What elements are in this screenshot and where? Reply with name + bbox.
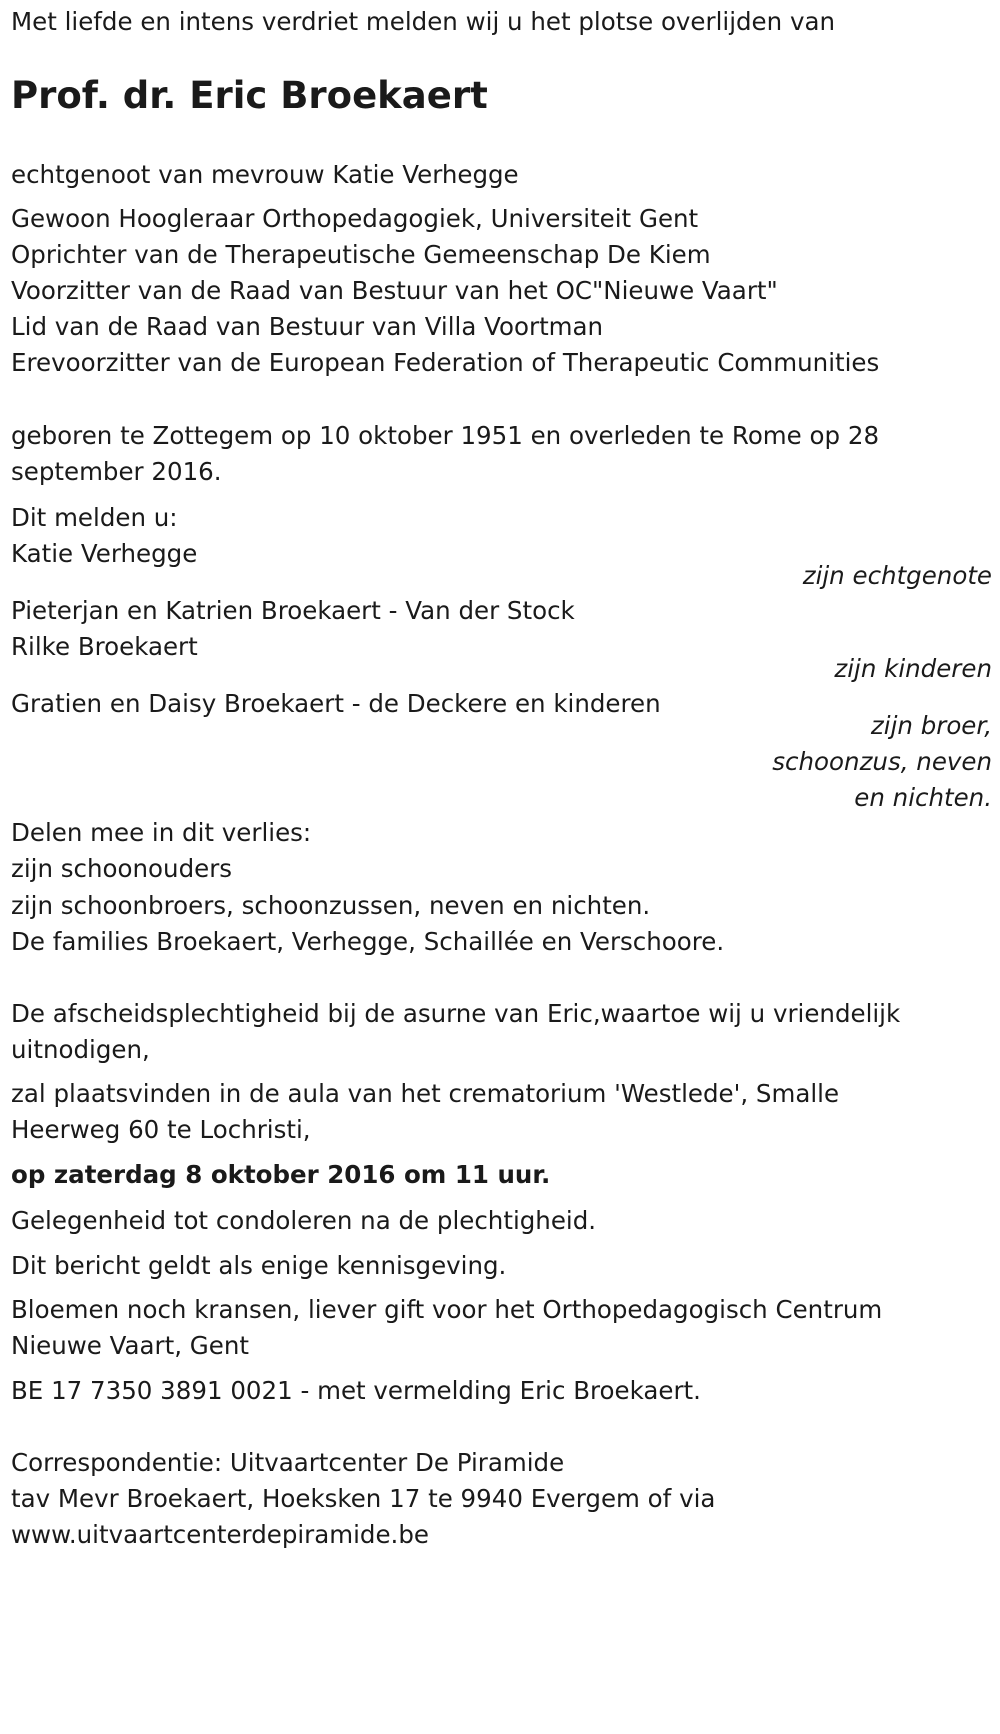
birth-death-line: geboren te Zottegem op 10 oktober 1951 en overleden te Rome op 28 xyxy=(11,421,880,450)
spouse-line: echtgenoot van mevrouw Katie Verhegge xyxy=(11,160,519,189)
brother-name: Gratien en Daisy Broekaert - de Deckere en kinderen xyxy=(11,689,661,718)
deceased-name: Prof. dr. Eric Broekaert xyxy=(11,74,488,117)
correspondence-link[interactable]: www.uitvaartcenterdepiramide.be xyxy=(11,1520,429,1549)
share-line: zijn schoonbroers, schoonzussen, neven en nichten. xyxy=(11,891,651,920)
condolence-line: Gelegenheid tot condoleren na de plechtigheid. xyxy=(11,1206,597,1235)
ceremony-date: op zaterdag 8 oktober 2016 om 11 uur. xyxy=(11,1160,551,1189)
flowers-line: Bloemen noch kransen, liever gift voor het Orthopedagogisch Centrum xyxy=(11,1295,883,1324)
ceremony-invite: uitnodigen, xyxy=(11,1035,150,1064)
share-label: Delen mee in dit verlies: xyxy=(11,818,312,847)
ceremony-location: zal plaatsvinden in de aula van het crematorium 'Westlede', Smalle xyxy=(11,1079,840,1108)
brother-relation: schoonzus, neven xyxy=(772,747,992,776)
title-line: Voorzitter van de Raad van Bestuur van het OC"Nieuwe Vaart" xyxy=(11,276,778,305)
spouse-relation: zijn echtgenote xyxy=(802,561,992,590)
spouse-name: Katie Verhegge xyxy=(11,539,198,568)
title-line: Lid van de Raad van Bestuur van Villa Voortman xyxy=(11,312,604,341)
flowers-line: Nieuwe Vaart, Gent xyxy=(11,1331,249,1360)
correspondence-line: tav Mevr Broekaert, Hoeksken 17 te 9940 Evergem of via xyxy=(11,1484,716,1513)
title-line: Erevoorzitter van de European Federation of Therapeutic Communities xyxy=(11,348,880,377)
title-line: Oprichter van de Therapeutische Gemeenschap De Kiem xyxy=(11,240,711,269)
birth-death-line: september 2016. xyxy=(11,457,222,486)
notice-line: Dit bericht geldt als enige kennisgeving. xyxy=(11,1251,507,1280)
intro-text: Met liefde en intens verdriet melden wij u het plotse overlijden van xyxy=(11,7,835,36)
correspondence-line: Correspondentie: Uitvaartcenter De Piramide xyxy=(11,1448,565,1477)
ceremony-invite: De afscheidsplechtigheid bij de asurne van Eric,waartoe wij u vriendelijk xyxy=(11,999,901,1028)
children-relation: zijn kinderen xyxy=(834,654,992,683)
announce-label: Dit melden u: xyxy=(11,503,178,532)
child-name: Pieterjan en Katrien Broekaert - Van der Stock xyxy=(11,596,575,625)
child-name: Rilke Broekaert xyxy=(11,632,198,661)
share-line: zijn schoonouders xyxy=(11,854,233,883)
share-line: De families Broekaert, Verhegge, Schaillée en Verschoore. xyxy=(11,927,725,956)
title-line: Gewoon Hoogleraar Orthopedagogiek, Universiteit Gent xyxy=(11,204,699,233)
bank-account: BE 17 7350 3891 0021 - met vermelding Eric Broekaert. xyxy=(11,1376,701,1405)
brother-relation: en nichten. xyxy=(854,783,992,812)
ceremony-location: Heerweg 60 te Lochristi, xyxy=(11,1115,311,1144)
brother-relation: zijn broer, xyxy=(870,711,992,740)
